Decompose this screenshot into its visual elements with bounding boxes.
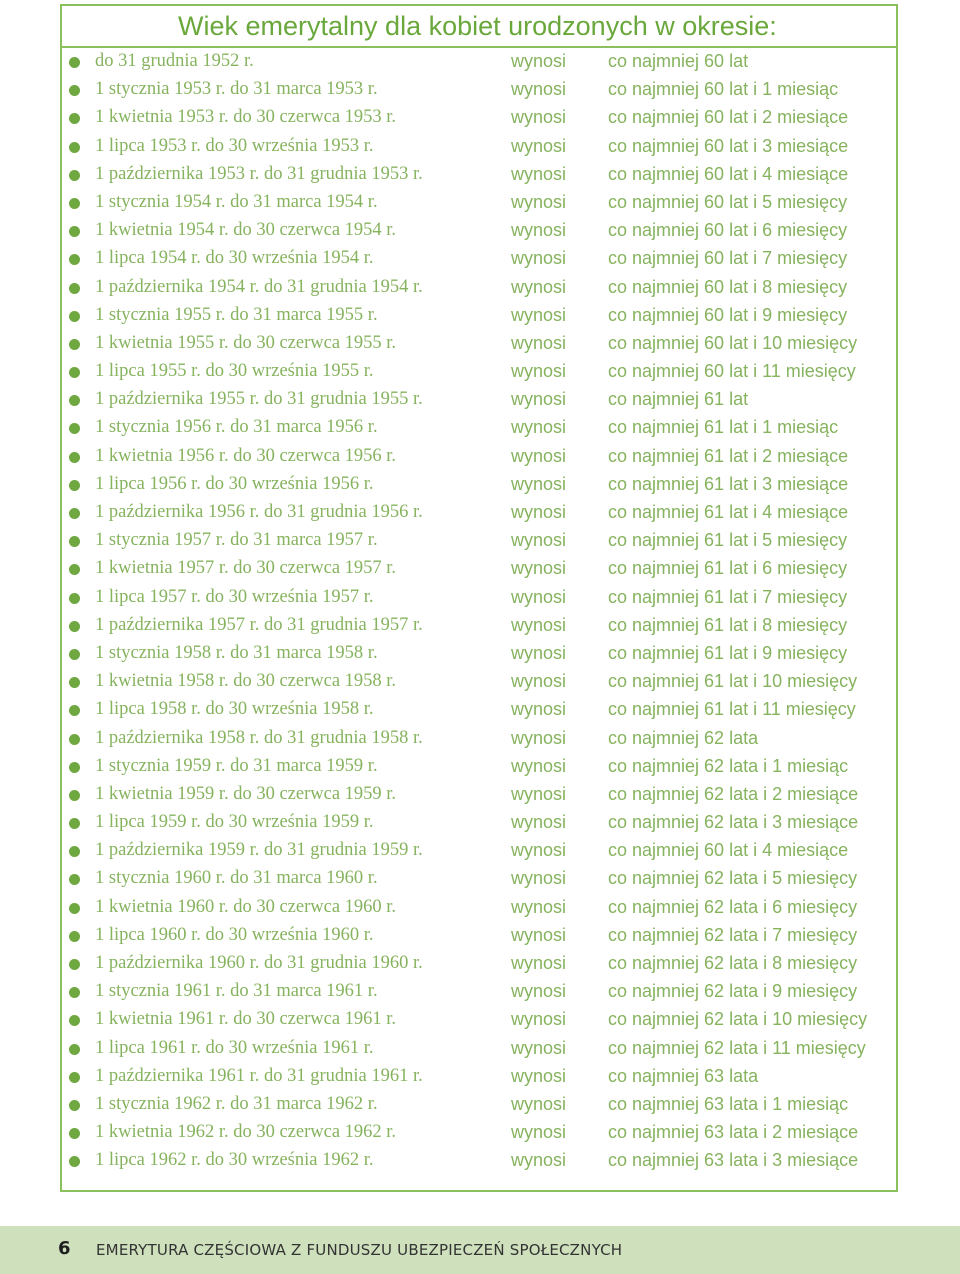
page-title: Wiek emerytalny dla kobiet urodzonych w okresie: [178, 11, 777, 41]
list-item [0, 302, 960, 330]
verb-label: wynosi [511, 1037, 567, 1058]
bullet-icon [69, 987, 80, 998]
bullet-icon [69, 762, 80, 773]
bullet-icon [69, 593, 80, 604]
verb-label: wynosi [511, 1009, 567, 1030]
list-item [0, 1091, 960, 1119]
list-item [0, 527, 960, 555]
retirement-age: co najmniej 62 lata i 7 miesięcy [608, 924, 858, 945]
list-item [0, 471, 960, 499]
list-item [0, 950, 960, 978]
verb-label: wynosi [511, 276, 567, 297]
bullet-icon [69, 367, 80, 378]
verb-label: wynosi [511, 783, 567, 804]
birth-period: 1 kwietnia 1953 r. do 30 czerwca 1953 r. [95, 107, 397, 128]
verb-label: wynosi [511, 896, 567, 917]
bullet-icon [69, 564, 80, 575]
list-item [0, 274, 960, 302]
retirement-age: co najmniej 60 lat i 7 miesięcy [608, 248, 848, 269]
list-item [0, 386, 960, 414]
list-item [0, 217, 960, 245]
retirement-age: co najmniej 61 lat [608, 389, 749, 410]
retirement-age: co najmniej 60 lat i 11 miesięcy [608, 361, 856, 382]
birth-period: 1 stycznia 1955 r. do 31 marca 1955 r. [95, 304, 378, 325]
bullet-icon [69, 226, 80, 237]
retirement-age: co najmniej 62 lata [608, 727, 759, 748]
retirement-age: co najmniej 61 lat i 8 miesięcy [608, 614, 848, 635]
bullet-icon [69, 113, 80, 124]
retirement-age: co najmniej 61 lat i 7 miesięcy [608, 586, 848, 607]
retirement-age: co najmniej 61 lat i 1 miesiąc [608, 417, 839, 438]
verb-label: wynosi [511, 614, 567, 635]
bullet-icon [69, 395, 80, 406]
retirement-age: co najmniej 60 lat i 2 miesiące [608, 107, 849, 128]
verb-label: wynosi [511, 445, 567, 466]
birth-period: 1 lipca 1955 r. do 30 września 1955 r. [95, 361, 374, 382]
list-item [0, 922, 960, 950]
birth-period: 1 lipca 1960 r. do 30 września 1960 r. [95, 924, 374, 945]
retirement-age: co najmniej 61 lat i 4 miesiące [608, 502, 849, 522]
bullet-icon [69, 734, 80, 745]
retirement-age: co najmniej 62 lata i 6 miesięcy [608, 896, 858, 917]
birth-period: 1 lipca 1959 r. do 30 września 1959 r. [95, 812, 374, 833]
list-item [0, 978, 960, 1006]
birth-period: 1 października 1954 r. do 31 grudnia 1954 r. [95, 276, 423, 297]
list-item [0, 612, 960, 640]
bullet-icon [69, 85, 80, 96]
retirement-age: co najmniej 61 lat i 3 miesiące [608, 473, 849, 494]
verb-label: wynosi [511, 868, 567, 889]
list-item [0, 245, 960, 273]
retirement-age: co najmniej 60 lat i 6 miesięcy [608, 220, 848, 241]
list-item [0, 189, 960, 217]
verb-label: wynosi [511, 1150, 567, 1171]
verb-label: wynosi [511, 220, 567, 241]
list-item [0, 443, 960, 471]
list-item [0, 1119, 960, 1147]
list-item [0, 330, 960, 358]
bullet-icon [69, 705, 80, 716]
bullet-icon [69, 339, 80, 350]
list-item [0, 668, 960, 696]
list-item [0, 781, 960, 809]
retirement-age: co najmniej 63 lata i 1 miesiąc [608, 1093, 849, 1114]
retirement-age: co najmniej 62 lata i 2 miesiące [608, 783, 859, 804]
bullet-icon [69, 170, 80, 181]
retirement-age: co najmniej 62 lata i 3 miesiące [608, 812, 859, 833]
bullet-icon [69, 790, 80, 801]
birth-period: 1 października 1955 r. do 31 grudnia 1955 r. [95, 389, 423, 410]
verb-label: wynosi [511, 389, 567, 410]
list-item [0, 837, 960, 865]
verb-label: wynosi [511, 473, 567, 494]
birth-period: 1 kwietnia 1958 r. do 30 czerwca 1958 r. [95, 671, 397, 692]
birth-period: 1 stycznia 1957 r. do 31 marca 1957 r. [95, 530, 378, 551]
retirement-age: co najmniej 62 lata i 1 miesiąc [608, 755, 849, 776]
list-item [0, 865, 960, 893]
verb-label: wynosi [511, 332, 567, 353]
retirement-age: co najmniej 60 lat i 10 miesięcy [608, 332, 858, 353]
bullet-icon [69, 283, 80, 294]
retirement-age: co najmniej 61 lat i 10 miesięcy [608, 671, 858, 692]
list-item [0, 1063, 960, 1091]
list-item [0, 1147, 960, 1175]
bullet-icon [69, 1100, 80, 1111]
verb-label: wynosi [511, 727, 567, 748]
retirement-age: co najmniej 60 lat i 8 miesięcy [608, 276, 848, 297]
birth-period: 1 lipca 1957 r. do 30 września 1957 r. [95, 586, 374, 607]
bullet-icon [69, 649, 80, 660]
birth-period: 1 stycznia 1961 r. do 31 marca 1961 r. [95, 981, 378, 1002]
birth-period: 1 kwietnia 1954 r. do 30 czerwca 1954 r. [95, 220, 397, 241]
list-item [0, 133, 960, 161]
retirement-age: co najmniej 60 lat [608, 51, 749, 71]
verb-label: wynosi [511, 671, 567, 692]
bullet-icon [69, 536, 80, 547]
retirement-age: co najmniej 61 lat i 5 miesięcy [608, 530, 848, 551]
birth-period: 1 kwietnia 1962 r. do 30 czerwca 1962 r. [95, 1122, 397, 1143]
bullet-icon [69, 311, 80, 322]
list-item [0, 640, 960, 668]
verb-label: wynosi [511, 1122, 567, 1143]
birth-period: 1 lipca 1961 r. do 30 września 1961 r. [95, 1037, 374, 1058]
bullet-icon [69, 452, 80, 463]
birth-period: 1 lipca 1958 r. do 30 września 1958 r. [95, 699, 374, 720]
birth-period: 1 kwietnia 1960 r. do 30 czerwca 1960 r. [95, 896, 397, 917]
birth-period: 1 października 1958 r. do 31 grudnia 1958 r. [95, 727, 423, 748]
verb-label: wynosi [511, 107, 567, 128]
birth-period: 1 kwietnia 1956 r. do 30 czerwca 1956 r. [95, 445, 397, 466]
retirement-age: co najmniej 62 lata i 8 miesięcy [608, 953, 858, 973]
verb-label: wynosi [511, 135, 567, 156]
retirement-age: co najmniej 61 lat i 11 miesięcy [608, 699, 856, 720]
birth-period: 1 lipca 1962 r. do 30 września 1962 r. [95, 1150, 374, 1171]
verb-label: wynosi [511, 191, 567, 212]
list-item [0, 584, 960, 612]
verb-label: wynosi [511, 51, 567, 71]
retirement-age: co najmniej 60 lat i 5 miesięcy [608, 191, 848, 212]
retirement-age: co najmniej 60 lat i 3 miesiące [608, 135, 849, 156]
retirement-age: co najmniej 61 lat i 2 miesiące [608, 445, 849, 466]
retirement-age: co najmniej 62 lata i 9 miesięcy [608, 981, 858, 1002]
bullet-icon [69, 508, 80, 519]
birth-period: 1 stycznia 1958 r. do 31 marca 1958 r. [95, 642, 378, 663]
retirement-age-list [0, 48, 960, 1176]
list-item [0, 414, 960, 442]
verb-label: wynosi [511, 1065, 567, 1086]
retirement-age: co najmniej 62 lata i 5 miesięcy [608, 868, 858, 889]
retirement-age: co najmniej 62 lata i 10 miesięcy [608, 1009, 868, 1030]
bullet-icon [69, 198, 80, 209]
verb-label: wynosi [511, 163, 567, 184]
verb-label: wynosi [511, 79, 567, 100]
verb-label: wynosi [511, 840, 567, 861]
verb-label: wynosi [511, 304, 567, 325]
bullet-icon [69, 903, 80, 914]
bullet-icon [69, 254, 80, 265]
bullet-icon [69, 1015, 80, 1026]
bullet-icon [69, 818, 80, 829]
list-item [0, 696, 960, 724]
verb-label: wynosi [511, 981, 567, 1002]
list-item [0, 809, 960, 837]
birth-period: 1 października 1961 r. do 31 grudnia 1961 r. [95, 1065, 423, 1086]
bullet-icon [69, 423, 80, 434]
bullet-icon [69, 1156, 80, 1167]
verb-label: wynosi [511, 699, 567, 720]
bullet-icon [69, 931, 80, 942]
birth-period: 1 lipca 1956 r. do 30 września 1956 r. [95, 473, 374, 494]
bullet-icon [69, 142, 80, 153]
bullet-icon [69, 959, 80, 970]
verb-label: wynosi [511, 502, 567, 522]
list-item [0, 555, 960, 583]
retirement-age: co najmniej 61 lat i 9 miesięcy [608, 642, 848, 663]
verb-label: wynosi [511, 812, 567, 833]
verb-label: wynosi [511, 361, 567, 382]
birth-period: 1 kwietnia 1961 r. do 30 czerwca 1961 r. [95, 1009, 397, 1030]
birth-period: 1 października 1959 r. do 31 grudnia 1959 r. [95, 840, 423, 861]
birth-period: 1 stycznia 1960 r. do 31 marca 1960 r. [95, 868, 378, 889]
verb-label: wynosi [511, 924, 567, 945]
birth-period: 1 kwietnia 1959 r. do 30 czerwca 1959 r. [95, 783, 397, 804]
retirement-age: co najmniej 61 lat i 6 miesięcy [608, 558, 848, 579]
list-item [0, 725, 960, 753]
list-item [0, 161, 960, 189]
retirement-age: co najmniej 63 lata [608, 1065, 759, 1086]
verb-label: wynosi [511, 558, 567, 579]
birth-period: 1 kwietnia 1957 r. do 30 czerwca 1957 r. [95, 558, 397, 579]
birth-period: 1 stycznia 1962 r. do 31 marca 1962 r. [95, 1093, 378, 1114]
retirement-age: co najmniej 60 lat i 9 miesięcy [608, 304, 848, 325]
bullet-icon [69, 57, 80, 68]
bullet-icon [69, 846, 80, 857]
bullet-icon [69, 677, 80, 688]
retirement-age: co najmniej 63 lata i 2 miesiące [608, 1122, 859, 1143]
list-item [0, 358, 960, 386]
list-item [0, 48, 960, 76]
retirement-age: co najmniej 60 lat i 1 miesiąc [608, 79, 839, 100]
list-item [0, 104, 960, 132]
birth-period: do 31 grudnia 1952 r. [95, 51, 254, 71]
verb-label: wynosi [511, 1093, 567, 1114]
birth-period: 1 lipca 1953 r. do 30 września 1953 r. [95, 135, 374, 156]
birth-period: 1 lipca 1954 r. do 30 września 1954 r. [95, 248, 374, 269]
verb-label: wynosi [511, 586, 567, 607]
page-number: 6 [58, 1238, 71, 1259]
birth-period: 1 października 1960 r. do 31 grudnia 1960 r. [95, 953, 423, 973]
bullet-icon [69, 1072, 80, 1083]
list-item [0, 499, 960, 527]
verb-label: wynosi [511, 642, 567, 663]
bullet-icon [69, 621, 80, 632]
birth-period: 1 stycznia 1953 r. do 31 marca 1953 r. [95, 79, 378, 100]
verb-label: wynosi [511, 530, 567, 551]
verb-label: wynosi [511, 248, 567, 269]
verb-label: wynosi [511, 953, 567, 973]
birth-period: 1 kwietnia 1955 r. do 30 czerwca 1955 r. [95, 332, 397, 353]
birth-period: 1 stycznia 1954 r. do 31 marca 1954 r. [95, 191, 378, 212]
retirement-age: co najmniej 60 lat i 4 miesiące [608, 163, 849, 184]
birth-period: 1 stycznia 1956 r. do 31 marca 1956 r. [95, 417, 378, 438]
birth-period: 1 października 1957 r. do 31 grudnia 1957 r. [95, 614, 423, 635]
retirement-age: co najmniej 62 lata i 11 miesięcy [608, 1037, 866, 1058]
retirement-age: co najmniej 60 lat i 4 miesiące [608, 840, 849, 861]
list-item [0, 753, 960, 781]
birth-period: 1 października 1956 r. do 31 grudnia 1956 r. [95, 502, 423, 522]
bullet-icon [69, 1128, 80, 1139]
birth-period: 1 października 1953 r. do 31 grudnia 1953 r. [95, 163, 423, 184]
list-item [0, 1035, 960, 1063]
bullet-icon [69, 874, 80, 885]
footer-band [0, 1226, 960, 1274]
birth-period: 1 stycznia 1959 r. do 31 marca 1959 r. [95, 755, 378, 776]
bullet-icon [69, 480, 80, 491]
footer-title: EMERYTURA CZĘŚCIOWA Z FUNDUSZU UBEZPIECZEŃ SPOŁECZNYCH [96, 1241, 623, 1259]
bullet-icon [69, 1044, 80, 1055]
verb-label: wynosi [511, 755, 567, 776]
verb-label: wynosi [511, 417, 567, 438]
retirement-age: co najmniej 63 lata i 3 miesiące [608, 1150, 859, 1171]
list-item [0, 894, 960, 922]
list-item [0, 76, 960, 104]
list-item [0, 1006, 960, 1034]
